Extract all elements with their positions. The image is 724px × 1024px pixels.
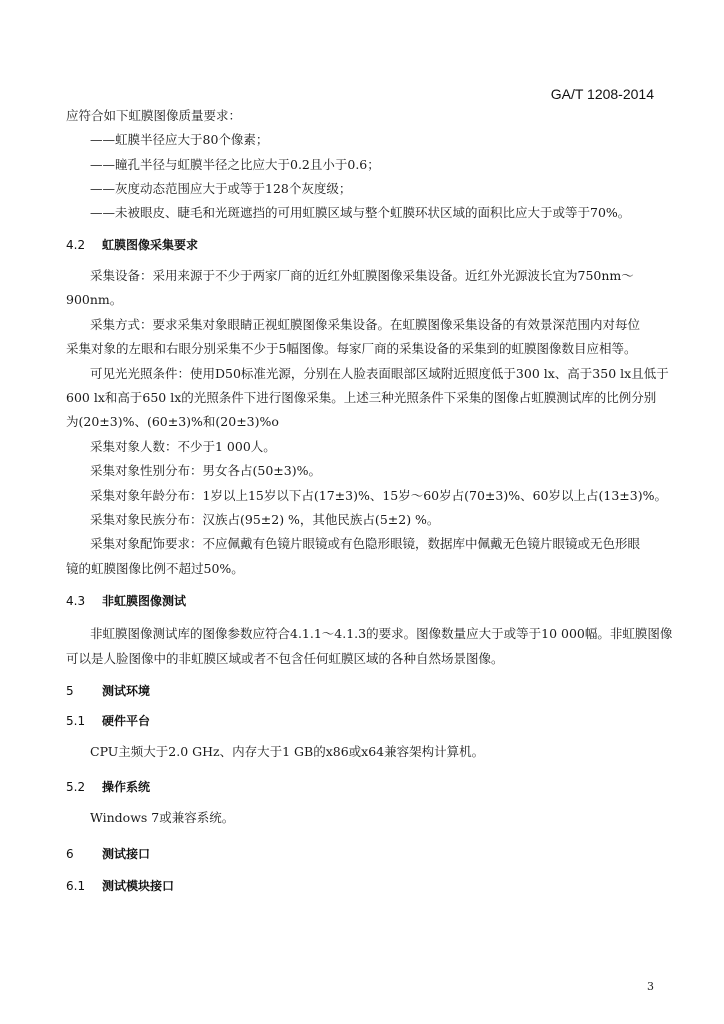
section-number: 6 xyxy=(66,847,74,861)
paragraph-line: 可见光光照条件：使用D50标准光源，分别在人脸表面眼部区域附近照度低于300 lx、高于350 lx且低于 xyxy=(90,366,669,381)
quality-item: ——瞳孔半径与虹膜半径之比应大于0.2且小于0.6； xyxy=(90,157,380,172)
paragraph-line: 采集对象人数：不少于1 000人。 xyxy=(90,439,276,454)
paragraph-line: Windows 7或兼容系统。 xyxy=(90,810,235,825)
paragraph-line: 采集方式：要求采集对象眼睛正视虹膜图像采集设备。在虹膜图像采集设备的有效景深范围内对每位 xyxy=(90,317,641,332)
page-number: 3 xyxy=(647,980,654,993)
paragraph-line: 600 lx和高于650 lx的光照条件下进行图像采集。上述三种光照条件下采集的图像占虹膜测试库的比例分别 xyxy=(66,390,657,405)
section-number: 5.2 xyxy=(66,780,86,794)
section-number: 4.2 xyxy=(66,238,86,252)
section-heading-5-1 xyxy=(66,712,150,729)
section-heading-4-2 xyxy=(66,236,198,253)
quality-item: ——虹膜半径应大于80个像素； xyxy=(90,132,269,147)
quality-item: ——灰度动态范围应大于或等于128个灰度级； xyxy=(90,181,352,196)
section-title: 测试接口 xyxy=(102,847,151,861)
paragraph-line: 镜的虹膜图像比例不超过50%。 xyxy=(66,561,244,576)
paragraph-line: 可以是人脸图像中的非虹膜区域或者不包含任何虹膜区域的各种自然场景图像。 xyxy=(66,651,504,666)
quality-intro: 应符合如下虹膜图像质量要求： xyxy=(66,108,242,123)
section-heading-6-1 xyxy=(66,877,174,894)
section-heading-5 xyxy=(66,682,150,699)
section-heading-4-3 xyxy=(66,592,186,609)
paragraph-line: 采集对象性别分布：男女各占(50±3)%。 xyxy=(90,463,321,478)
paragraph-line: 采集对象年龄分布：1岁以上15岁以下占(17±3)%、15岁～60岁占(70±3)%、60岁以上占(13±3)%。 xyxy=(90,488,667,503)
section-heading-5-2 xyxy=(66,778,150,795)
section-number: 5 xyxy=(66,684,74,698)
paragraph-line: CPU主频大于2.0 GHz、内存大于1 GB的x86或x64兼容架构计算机。 xyxy=(90,744,485,759)
section-number: 6.1 xyxy=(66,879,86,893)
section-title: 操作系统 xyxy=(102,780,151,794)
paragraph-line: 为(20±3)%、(60±3)%和(20±3)%o xyxy=(66,414,279,429)
section-title: 虹膜图像采集要求 xyxy=(102,238,199,252)
document-code: GA/T 1208-2014 xyxy=(550,86,654,102)
section-title: 硬件平台 xyxy=(102,714,151,728)
section-title: 非虹膜图像测试 xyxy=(102,594,187,608)
quality-item: ——未被眼皮、睫毛和光斑遮挡的可用虹膜区域与整个虹膜环状区域的面积比应大于或等于70%。 xyxy=(90,205,631,220)
paragraph-line: 采集对象的左眼和右眼分别采集不少于5幅图像。每家厂商的采集设备的采集到的虹膜图像数目应相等。 xyxy=(66,341,637,356)
paragraph-line: 900nm。 xyxy=(66,292,123,307)
paragraph-line: 采集对象配饰要求：不应佩戴有色镜片眼镜或有色隐形眼镜，数据库中佩戴无色镜片眼镜或无色形眼 xyxy=(90,536,641,551)
paragraph-line: 采集设备：采用来源于不少于两家厂商的近红外虹膜图像采集设备。近红外光源波长宜为750nm～ xyxy=(90,268,634,283)
section-number: 4.3 xyxy=(66,594,86,608)
section-title: 测试模块接口 xyxy=(102,879,175,893)
paragraph-line: 非虹膜图像测试库的图像参数应符合4.1.1～4.1.3的要求。图像数量应大于或等于10 000幅。非虹膜图像 xyxy=(90,626,673,641)
section-heading-6 xyxy=(66,845,150,862)
section-number: 5.1 xyxy=(66,714,86,728)
section-title: 测试环境 xyxy=(102,684,151,698)
paragraph-line: 采集对象民族分布：汉族占(95±2) %，其他民族占(5±2) %。 xyxy=(90,512,440,527)
